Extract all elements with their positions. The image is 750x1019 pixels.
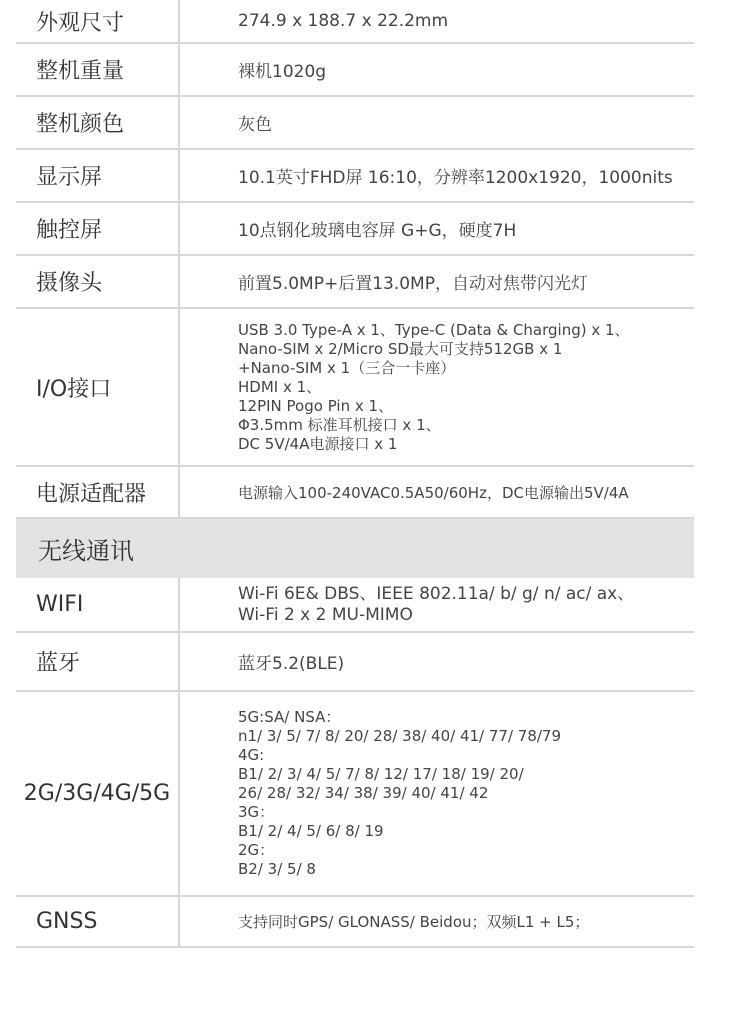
spec-value-line: 5G:SA/ NSA： bbox=[238, 708, 341, 726]
spec-value-line: 12PIN Pogo Pin x 1、 bbox=[238, 396, 394, 415]
spec-row-bluetooth bbox=[16, 633, 694, 692]
spec-label: 2G/3G/4G/5G bbox=[16, 692, 180, 895]
spec-value-line: Wi-Fi 6E& DBS、IEEE 802.11a/ b/ g/ n/ ac/ ax、 bbox=[238, 583, 635, 604]
spec-label: 整机颜色 bbox=[16, 97, 180, 148]
spec-label: 外观尺寸 bbox=[16, 0, 180, 42]
spec-value-line: USB 3.0 Type-A x 1、Type-C (Data & Charging) x 1、 bbox=[238, 320, 630, 339]
spec-value-line: B1/ 2/ 4/ 5/ 6/ 8/ 19 bbox=[238, 822, 384, 840]
spec-row-touch bbox=[16, 203, 694, 256]
spec-value bbox=[238, 578, 694, 631]
spec-label: GNSS bbox=[16, 897, 180, 946]
spec-label: 蓝牙 bbox=[16, 633, 180, 690]
spec-value-line: Wi-Fi 2 x 2 MU-MIMO bbox=[238, 604, 413, 625]
spec-value-line: n1/ 3/ 5/ 7/ 8/ 20/ 28/ 38/ 40/ 41/ 77/ 78/79 bbox=[238, 727, 562, 745]
spec-value-line: 26/ 28/ 32/ 34/ 38/ 39/ 40/ 41/ 42 bbox=[238, 784, 489, 802]
spec-value: 10点钢化玻璃电容屏 G+G，硬度7H bbox=[238, 221, 517, 241]
spec-value: 蓝牙5.2(BLE) bbox=[238, 654, 345, 674]
spec-value bbox=[238, 692, 694, 895]
spec-value: 10.1英寸FHD屏 16:10，分辨率1200x1920，1000nits bbox=[238, 168, 673, 188]
spec-row-weight bbox=[16, 44, 694, 97]
spec-row-io bbox=[16, 309, 694, 467]
spec-value-line: 2G： bbox=[238, 841, 275, 859]
spec-row-color bbox=[16, 97, 694, 150]
spec-label: 整机重量 bbox=[16, 44, 180, 95]
spec-row-dimensions bbox=[16, 0, 694, 44]
spec-label: 摄像头 bbox=[16, 256, 180, 307]
spec-row-gnss bbox=[16, 897, 694, 948]
spec-value-line: +Nano-SIM x 1（三合一卡座） bbox=[238, 358, 456, 377]
spec-row-wifi bbox=[16, 578, 694, 633]
spec-label: I/O接口 bbox=[16, 309, 180, 465]
spec-value: 前置5.0MP+后置13.0MP，自动对焦带闪光灯 bbox=[238, 274, 588, 294]
spec-value: 灰色 bbox=[238, 115, 272, 135]
spec-row-display bbox=[16, 150, 694, 203]
spec-label: 电源适配器 bbox=[16, 467, 180, 517]
spec-value-line: DC 5V/4A电源接口 x 1 bbox=[238, 434, 398, 453]
spec-value bbox=[238, 309, 694, 465]
spec-value: 裸机1020g bbox=[238, 62, 327, 82]
spec-row-cellular bbox=[16, 692, 694, 897]
spec-label: WIFI bbox=[16, 578, 180, 631]
section-header-wireless: 无线通讯 bbox=[16, 519, 694, 578]
spec-value-line: Nano-SIM x 2/Micro SD最大可支持512GB x 1 bbox=[238, 339, 563, 358]
spec-value-line: B2/ 3/ 5/ 8 bbox=[238, 860, 316, 878]
spec-value-line: Φ3.5mm 标准耳机接口 x 1、 bbox=[238, 415, 441, 434]
spec-label: 触控屏 bbox=[16, 203, 180, 254]
spec-row-camera bbox=[16, 256, 694, 309]
spec-value: 274.9 x 188.7 x 22.2mm bbox=[238, 11, 449, 31]
spec-value: 支持同时GPS/ GLONASS/ Beidou；双频L1 + L5； bbox=[238, 913, 590, 931]
spec-row-power bbox=[16, 467, 694, 519]
spec-label: 显示屏 bbox=[16, 150, 180, 201]
spec-value-line: 4G: bbox=[238, 746, 265, 764]
spec-value: 电源输入100-240VAC0.5A50/60Hz，DC电源输出5V/4A bbox=[238, 483, 629, 502]
spec-value-line: B1/ 2/ 3/ 4/ 5/ 7/ 8/ 12/ 17/ 18/ 19/ 20/ bbox=[238, 765, 524, 783]
spec-value-line: HDMI x 1、 bbox=[238, 377, 322, 396]
spec-value-line: 3G： bbox=[238, 803, 275, 821]
